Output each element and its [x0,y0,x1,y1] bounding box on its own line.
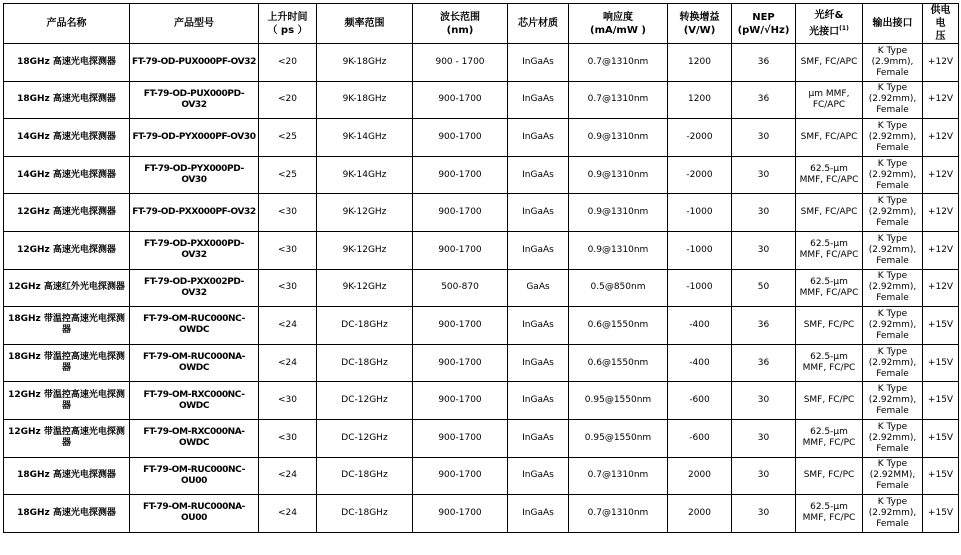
fiber-interface-cell: 62.5-μm MMF, FC/PC [796,344,863,382]
rise-time-cell: <20 [259,81,317,119]
rise-time-cell: <24 [259,307,317,345]
nep-value-cell: 30 [732,419,796,457]
supply-voltage-cell: +12V [923,119,959,157]
wavelength-range-cell: 900-1700 [413,231,508,269]
header-wavelength: 波长范围 (nm) [413,4,508,44]
conversion-gain-cell: -2000 [668,156,732,194]
frequency-range-cell: 9K-14GHz [317,119,413,157]
product-model-cell: FT-79-OM-RUC000NC-OU00 [130,457,259,495]
table-row [4,231,959,269]
rise-time-cell: <24 [259,457,317,495]
responsivity-cell: 0.95@1550nm [569,382,668,420]
table-row [4,44,959,82]
fiber-interface-cell: 62.5-μm MMF, FC/APC [796,269,863,307]
fiber-interface-cell: SMF, FC/PC [796,307,863,345]
conversion-gain-cell: -1000 [668,231,732,269]
product-name-cell: 14GHz 高速光电探测器 [4,156,130,194]
supply-voltage-cell: +15V [923,495,959,533]
product-model-cell: FT-79-OD-PYX000PF-OV30 [130,119,259,157]
conversion-gain-cell: -400 [668,344,732,382]
output-interface-cell: K Type (2.92MM), Female [863,457,923,495]
conversion-gain-cell: -400 [668,307,732,345]
supply-voltage-cell: +15V [923,457,959,495]
supply-voltage-cell: +12V [923,44,959,82]
chip-material-cell: InGaAs [508,457,569,495]
output-interface-cell: K Type (2.92mm), Female [863,231,923,269]
header-output: 输出接口 [863,4,923,44]
supply-voltage-cell: +12V [923,81,959,119]
supply-voltage-cell: +15V [923,307,959,345]
frequency-range-cell: DC-12GHz [317,382,413,420]
product-model-cell: FT-79-OM-RUC000NA-OWDC [130,344,259,382]
responsivity-cell: 0.7@1310nm [569,495,668,533]
header-rise-time: 上升时间 （ ps ） [259,4,317,44]
wavelength-range-cell: 500-870 [413,269,508,307]
fiber-interface-cell: SMF, FC/PC [796,382,863,420]
rise-time-cell: <25 [259,156,317,194]
conversion-gain-cell: 2000 [668,495,732,533]
product-name-cell: 18GHz 高速光电探测器 [4,44,130,82]
responsivity-cell: 0.9@1310nm [569,156,668,194]
table-row [4,457,959,495]
wavelength-range-cell: 900-1700 [413,194,508,232]
header-frequency: 频率范围 [317,4,413,44]
product-name-cell: 18GHz 高速光电探测器 [4,495,130,533]
nep-value-cell: 36 [732,44,796,82]
responsivity-cell: 0.7@1310nm [569,81,668,119]
table-row [4,194,959,232]
rise-time-cell: <30 [259,419,317,457]
output-interface-cell: K Type (2.92mm), Female [863,307,923,345]
responsivity-cell: 0.9@1310nm [569,119,668,157]
frequency-range-cell: DC-18GHz [317,457,413,495]
supply-voltage-cell: +15V [923,419,959,457]
header-power: 供电 电 压 [923,4,959,44]
nep-value-cell: 36 [732,344,796,382]
product-name-cell: 18GHz 高速光电探测器 [4,457,130,495]
chip-material-cell: InGaAs [508,495,569,533]
fiber-interface-cell: SMF, FC/PC [796,457,863,495]
chip-material-cell: InGaAs [508,307,569,345]
nep-value-cell: 30 [732,457,796,495]
output-interface-cell: K Type (2.9mm), Female [863,44,923,82]
wavelength-range-cell: 900-1700 [413,495,508,533]
responsivity-cell: 0.6@1550nm [569,344,668,382]
fiber-interface-cell: SMF, FC/APC [796,119,863,157]
product-name-cell: 12GHz 高速光电探测器 [4,194,130,232]
header-nep: NEP (pW/√Hz) [732,4,796,44]
table-row [4,269,959,307]
header-name: 产品名称 [4,4,130,44]
nep-value-cell: 30 [732,382,796,420]
nep-value-cell: 36 [732,307,796,345]
wavelength-range-cell: 900-1700 [413,119,508,157]
chip-material-cell: InGaAs [508,419,569,457]
output-interface-cell: K Type (2.92mm), Female [863,81,923,119]
rise-time-cell: <24 [259,495,317,533]
wavelength-range-cell: 900 - 1700 [413,44,508,82]
product-name-cell: 12GHz 带温控高速光电探测器 [4,382,130,420]
chip-material-cell: InGaAs [508,344,569,382]
table-row [4,419,959,457]
product-name-cell: 12GHz 带温控高速光电探测器 [4,419,130,457]
rise-time-cell: <20 [259,44,317,82]
nep-value-cell: 30 [732,194,796,232]
supply-voltage-cell: +12V [923,269,959,307]
conversion-gain-cell: -600 [668,382,732,420]
header-responsivity: 响应度 (mA/mW ) [569,4,668,44]
fiber-interface-cell: 62.5-μm MMF, FC/APC [796,231,863,269]
product-model-cell: FT-79-OD-PXX000PF-OV32 [130,194,259,232]
conversion-gain-cell: -1000 [668,269,732,307]
output-interface-cell: K Type (2.92mm), Female [863,344,923,382]
product-model-cell: FT-79-OD-PYX000PD-OV30 [130,156,259,194]
frequency-range-cell: 9K-12GHz [317,269,413,307]
rise-time-cell: <24 [259,344,317,382]
conversion-gain-cell: 2000 [668,457,732,495]
chip-material-cell: InGaAs [508,44,569,82]
wavelength-range-cell: 900-1700 [413,344,508,382]
responsivity-cell: 0.9@1310nm [569,194,668,232]
output-interface-cell: K Type (2.92mm), Female [863,419,923,457]
supply-voltage-cell: +15V [923,344,959,382]
fiber-interface-cell: SMF, FC/APC [796,44,863,82]
supply-voltage-cell: +12V [923,231,959,269]
frequency-range-cell: 9K-18GHz [317,44,413,82]
product-model-cell: FT-79-OM-RUC000NA-OU00 [130,495,259,533]
fiber-interface-cell: 62.5-μm MMF, FC/PC [796,419,863,457]
responsivity-cell: 0.7@1310nm [569,457,668,495]
product-name-cell: 18GHz 带温控高速光电探测器 [4,307,130,345]
product-model-cell: FT-79-OD-PUX000PF-OV32 [130,44,259,82]
responsivity-cell: 0.5@850nm [569,269,668,307]
product-name-cell: 12GHz 高速红外光电探测器 [4,269,130,307]
header-chip: 芯片材质 [508,4,569,44]
wavelength-range-cell: 900-1700 [413,307,508,345]
chip-material-cell: InGaAs [508,231,569,269]
conversion-gain-cell: 1200 [668,81,732,119]
chip-material-cell: GaAs [508,269,569,307]
rise-time-cell: <30 [259,231,317,269]
nep-value-cell: 30 [732,231,796,269]
product-model-cell: FT-79-OD-PXX000PD-OV32 [130,231,259,269]
nep-value-cell: 30 [732,495,796,533]
product-name-cell: 12GHz 高速光电探测器 [4,231,130,269]
product-name-cell: 18GHz 带温控高速光电探测器 [4,344,130,382]
wavelength-range-cell: 900-1700 [413,156,508,194]
rise-time-cell: <30 [259,269,317,307]
header-gain: 转换增益 (V/W) [668,4,732,44]
fiber-interface-cell: 62.5-μm MMF, FC/APC [796,156,863,194]
header-model: 产品型号 [130,4,259,44]
chip-material-cell: InGaAs [508,156,569,194]
nep-value-cell: 36 [732,81,796,119]
responsivity-cell: 0.95@1550nm [569,419,668,457]
supply-voltage-cell: +15V [923,382,959,420]
product-name-cell: 18GHz 高速光电探测器 [4,81,130,119]
fiber-interface-cell: μm MMF, FC/APC [796,81,863,119]
wavelength-range-cell: 900-1700 [413,457,508,495]
table-row [4,81,959,119]
chip-material-cell: InGaAs [508,382,569,420]
conversion-gain-cell: -2000 [668,119,732,157]
table-row [4,307,959,345]
output-interface-cell: K Type (2.92mm), Female [863,382,923,420]
product-model-cell: FT-79-OM-RXC000NA-OWDC [130,419,259,457]
table-row [4,382,959,420]
chip-material-cell: InGaAs [508,194,569,232]
nep-value-cell: 50 [732,269,796,307]
responsivity-cell: 0.9@1310nm [569,231,668,269]
conversion-gain-cell: -1000 [668,194,732,232]
wavelength-range-cell: 900-1700 [413,81,508,119]
product-model-cell: FT-79-OD-PUX000PD-OV32 [130,81,259,119]
output-interface-cell: K Type (2.92mm), Female [863,495,923,533]
table-row [4,495,959,533]
product-model-cell: FT-79-OM-RUC000NC-OWDC [130,307,259,345]
responsivity-cell: 0.7@1310nm [569,44,668,82]
table-row [4,344,959,382]
frequency-range-cell: DC-18GHz [317,495,413,533]
table-row [4,119,959,157]
rise-time-cell: <30 [259,382,317,420]
conversion-gain-cell: -600 [668,419,732,457]
frequency-range-cell: DC-18GHz [317,344,413,382]
spec-table [3,3,959,533]
chip-material-cell: InGaAs [508,81,569,119]
nep-value-cell: 30 [732,119,796,157]
fiber-interface-cell: 62.5-μm MMF, FC/PC [796,495,863,533]
frequency-range-cell: 9K-12GHz [317,231,413,269]
conversion-gain-cell: 1200 [668,44,732,82]
frequency-range-cell: 9K-18GHz [317,81,413,119]
product-model-cell: FT-79-OM-RXC000NC-OWDC [130,382,259,420]
frequency-range-cell: 9K-14GHz [317,156,413,194]
supply-voltage-cell: +12V [923,194,959,232]
output-interface-cell: K Type (2.92mm), Female [863,119,923,157]
rise-time-cell: <25 [259,119,317,157]
fiber-interface-cell: SMF, FC/APC [796,194,863,232]
wavelength-range-cell: 900-1700 [413,382,508,420]
output-interface-cell: K Type (2.92mm), Female [863,194,923,232]
product-model-cell: FT-79-OD-PXX002PD-OV32 [130,269,259,307]
output-interface-cell: K Type (2.92mm), Female [863,156,923,194]
responsivity-cell: 0.6@1550nm [569,307,668,345]
chip-material-cell: InGaAs [508,119,569,157]
nep-value-cell: 30 [732,156,796,194]
header-fiber: 光纤& 光接口$^{(1)}$ [796,4,863,44]
rise-time-cell: <30 [259,194,317,232]
frequency-range-cell: 9K-12GHz [317,194,413,232]
frequency-range-cell: DC-12GHz [317,419,413,457]
output-interface-cell: K Type (2.92mm), Female [863,269,923,307]
table-row [4,156,959,194]
frequency-range-cell: DC-18GHz [317,307,413,345]
supply-voltage-cell: +12V [923,156,959,194]
header-row [4,4,959,44]
wavelength-range-cell: 900-1700 [413,419,508,457]
product-name-cell: 14GHz 高速光电探测器 [4,119,130,157]
